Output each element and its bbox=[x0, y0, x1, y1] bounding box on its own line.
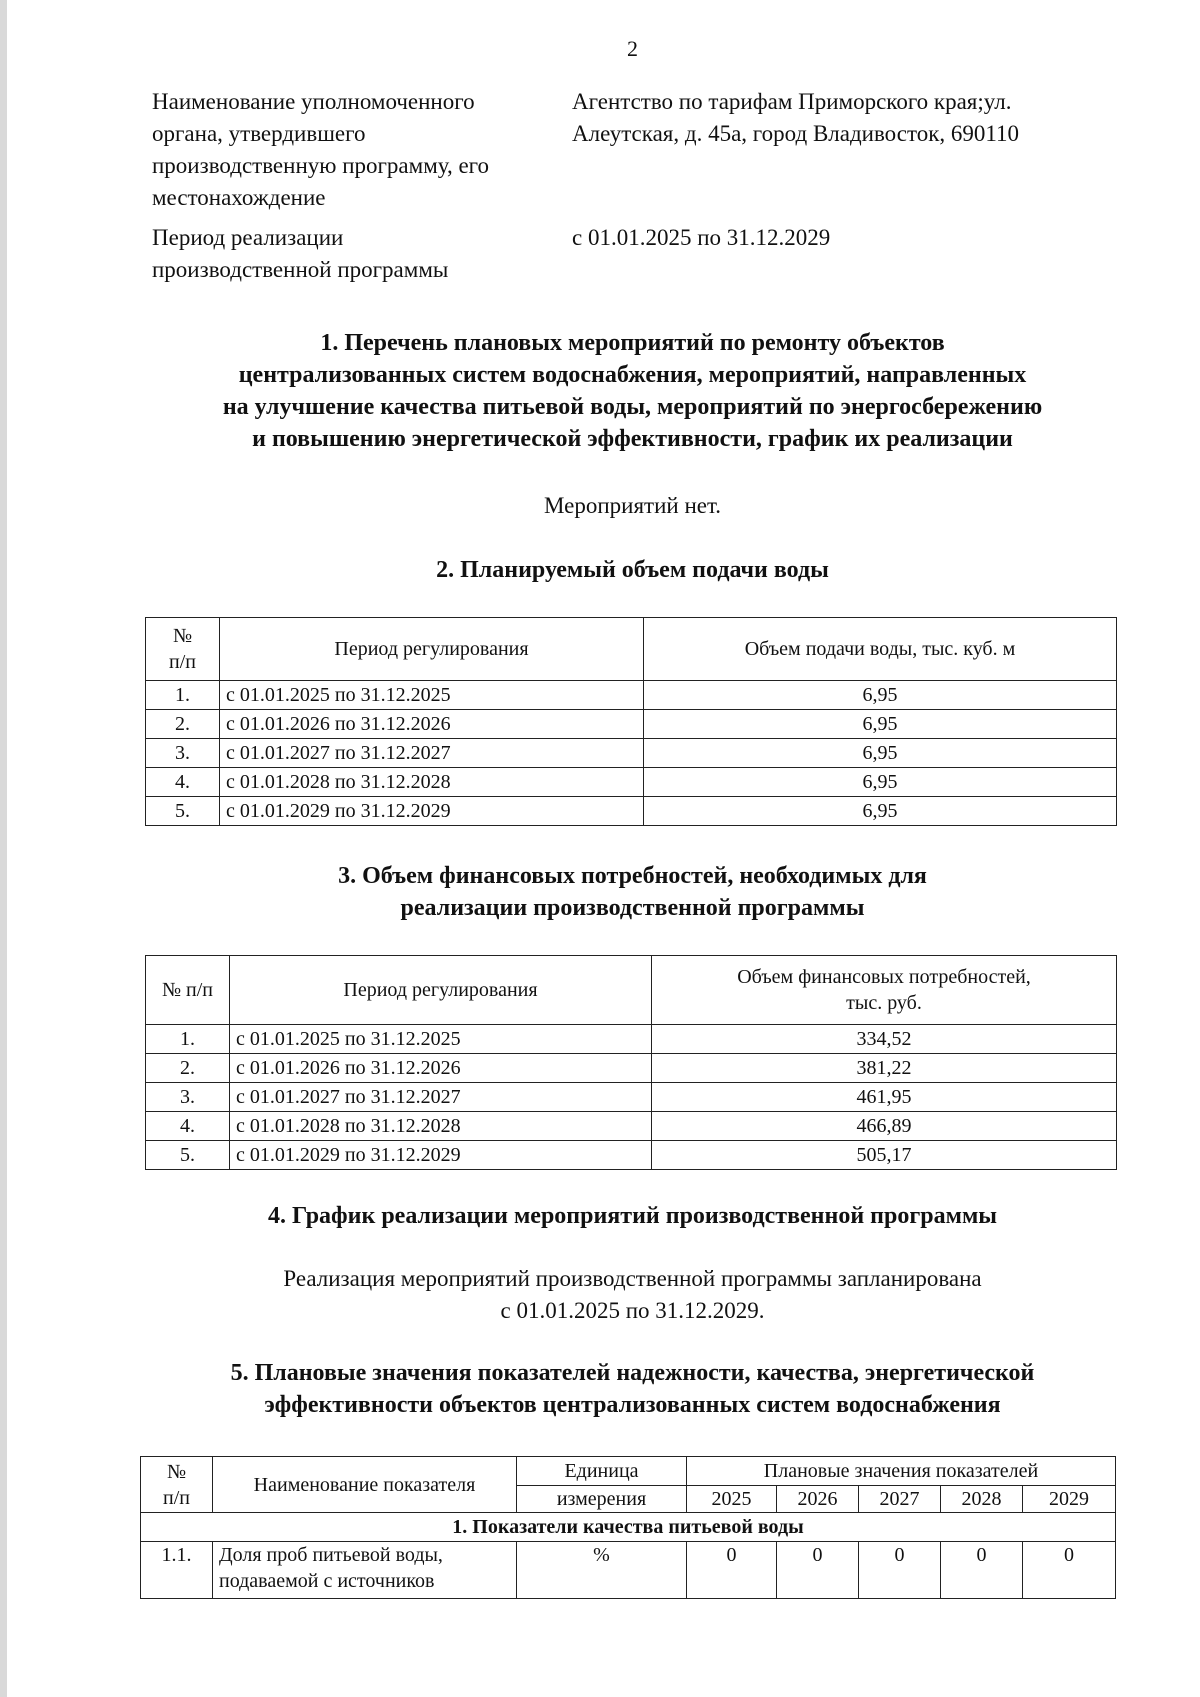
cell-num: 3. bbox=[146, 739, 220, 768]
cell-num: 2. bbox=[146, 1054, 230, 1083]
cell-name-line: Доля проб питьевой воды, bbox=[219, 1544, 443, 1566]
table-row bbox=[141, 1542, 1116, 1599]
info-label-line: производственную программу, его bbox=[152, 153, 490, 178]
cell-value: 0 bbox=[777, 1542, 859, 1599]
table-group-row bbox=[141, 1513, 1116, 1542]
cell-num: 5. bbox=[146, 797, 220, 826]
header-num bbox=[141, 1457, 213, 1513]
info-label-line: местонахождение bbox=[152, 185, 326, 210]
heading-line: централизованных систем водоснабжения, мероприятий, направленных bbox=[238, 362, 1027, 388]
header-text: № bbox=[166, 1460, 187, 1483]
header-volume bbox=[652, 956, 1117, 1025]
cell-unit: % bbox=[517, 1542, 687, 1599]
cell-value: 6,95 bbox=[644, 768, 1117, 797]
cell-value: 461,95 bbox=[652, 1083, 1117, 1112]
info-value-authority bbox=[572, 86, 1112, 150]
info-value-period bbox=[572, 222, 1112, 254]
cell-period: с 01.01.2027 по 31.12.2027 bbox=[220, 739, 644, 768]
cell-num: 3. bbox=[146, 1083, 230, 1112]
heading-line: реализации производственной программы bbox=[400, 895, 865, 921]
cell-value: 6,95 bbox=[644, 681, 1117, 710]
cell-period: с 01.01.2028 по 31.12.2028 bbox=[230, 1112, 652, 1141]
cell-value: 0 bbox=[687, 1542, 777, 1599]
cell-value: 6,95 bbox=[644, 797, 1117, 826]
cell-period: с 01.01.2028 по 31.12.2028 bbox=[220, 768, 644, 797]
cell-period: с 01.01.2025 по 31.12.2025 bbox=[220, 681, 644, 710]
info-value-line: Агентство по тарифам Приморского края;ул. bbox=[572, 89, 1012, 114]
heading-line: и повышению энергетической эффективности, график их реализации bbox=[252, 426, 1013, 452]
cell-value: 6,95 bbox=[644, 739, 1117, 768]
heading-line: эффективности объектов централизованных систем водоснабжения bbox=[264, 1392, 1001, 1418]
financial-needs-table bbox=[145, 955, 1117, 1170]
table-row bbox=[146, 1054, 1117, 1083]
header-text: тыс. руб. bbox=[846, 992, 922, 1014]
table-row bbox=[146, 1083, 1117, 1112]
heading-line: 5. Плановые значения показателей надежности, качества, энергетической bbox=[230, 1360, 1035, 1386]
cell-value: 466,89 bbox=[652, 1112, 1117, 1141]
heading-line: 1. Перечень плановых мероприятий по ремонту объектов bbox=[320, 330, 945, 356]
section-5-title bbox=[130, 1357, 1135, 1421]
text-line: Реализация мероприятий производственной программы запланирована bbox=[283, 1266, 982, 1291]
header-year: 2026 bbox=[777, 1486, 859, 1513]
table-header-row bbox=[146, 956, 1117, 1025]
info-label-period bbox=[152, 222, 552, 286]
header-name: Наименование показателя bbox=[213, 1457, 517, 1513]
table-header-row bbox=[146, 618, 1117, 681]
water-volume-table bbox=[145, 617, 1117, 826]
cell-value: 0 bbox=[1023, 1542, 1116, 1599]
cell-period: с 01.01.2027 по 31.12.2027 bbox=[230, 1083, 652, 1112]
cell-value: 505,17 bbox=[652, 1141, 1117, 1170]
section-1-text: Мероприятий нет. bbox=[543, 493, 722, 518]
table-row bbox=[146, 710, 1117, 739]
cell-period: с 01.01.2026 по 31.12.2026 bbox=[220, 710, 644, 739]
cell-num: 2. bbox=[146, 710, 220, 739]
section-3-title bbox=[130, 860, 1135, 924]
header-num: № п/п bbox=[146, 956, 230, 1025]
info-label-line: органа, утвердившего bbox=[152, 121, 366, 146]
info-label-authority bbox=[152, 86, 552, 214]
heading-line: на улучшение качества питьевой воды, мероприятий по энергосбережению bbox=[222, 394, 1043, 420]
cell-value: 381,22 bbox=[652, 1054, 1117, 1083]
table-row bbox=[146, 768, 1117, 797]
cell-name bbox=[213, 1542, 517, 1599]
cell-value: 6,95 bbox=[644, 710, 1117, 739]
header-volume: Объем подачи воды, тыс. куб. м bbox=[644, 618, 1117, 681]
cell-period: с 01.01.2029 по 31.12.2029 bbox=[230, 1141, 652, 1170]
header-text: Объем финансовых потребностей, bbox=[737, 966, 1031, 988]
cell-num: 4. bbox=[146, 768, 220, 797]
section-1-title bbox=[130, 327, 1135, 455]
text-line: с 01.01.2025 по 31.12.2029. bbox=[500, 1298, 765, 1323]
header-period: Период регулирования bbox=[220, 618, 644, 681]
table-row bbox=[146, 1141, 1117, 1170]
header-text: п/п bbox=[169, 651, 196, 673]
page-number: 2 bbox=[627, 36, 638, 61]
header-period: Период регулирования bbox=[230, 956, 652, 1025]
section-4-text bbox=[130, 1263, 1135, 1327]
cell-num: 1. bbox=[146, 681, 220, 710]
table-row bbox=[146, 739, 1117, 768]
info-value-line: с 01.01.2025 по 31.12.2029 bbox=[572, 225, 831, 250]
cell-period: с 01.01.2026 по 31.12.2026 bbox=[230, 1054, 652, 1083]
section-2-title: 2. Планируемый объем подачи воды bbox=[436, 557, 829, 583]
info-label-line: Период реализации bbox=[152, 225, 344, 250]
table-row bbox=[146, 1112, 1117, 1141]
header-year: 2028 bbox=[941, 1486, 1023, 1513]
cell-period: с 01.01.2025 по 31.12.2025 bbox=[230, 1025, 652, 1054]
table-row bbox=[146, 1025, 1117, 1054]
header-year: 2027 bbox=[859, 1486, 941, 1513]
cell-num: 1. bbox=[146, 1025, 230, 1054]
heading-line: 3. Объем финансовых потребностей, необходимых для bbox=[338, 863, 927, 889]
header-unit-line2: измерения bbox=[517, 1486, 687, 1513]
cell-name-line: подаваемой с источников bbox=[219, 1570, 435, 1592]
cell-num: 4. bbox=[146, 1112, 230, 1141]
info-value-line: Алеутская, д. 45а, город Владивосток, 690110 bbox=[572, 121, 1020, 146]
header-year: 2029 bbox=[1023, 1486, 1116, 1513]
group-title: 1. Показатели качества питьевой воды bbox=[141, 1513, 1116, 1542]
section-4-title: 4. График реализации мероприятий производственной программы bbox=[267, 1203, 998, 1229]
cell-num: 1.1. bbox=[141, 1542, 213, 1599]
table-row bbox=[146, 681, 1117, 710]
cell-value: 334,52 bbox=[652, 1025, 1117, 1054]
info-label-line: производственной программы bbox=[152, 257, 449, 282]
cell-num: 5. bbox=[146, 1141, 230, 1170]
info-label-line: Наименование уполномоченного bbox=[152, 89, 475, 114]
header-text: № bbox=[172, 625, 193, 647]
indicators-table bbox=[140, 1456, 1116, 1599]
cell-value: 0 bbox=[941, 1542, 1023, 1599]
header-unit-line1: Единица bbox=[517, 1457, 687, 1486]
header-text: п/п bbox=[163, 1486, 190, 1509]
cell-value: 0 bbox=[859, 1542, 941, 1599]
header-num bbox=[146, 618, 220, 681]
cell-period: с 01.01.2029 по 31.12.2029 bbox=[220, 797, 644, 826]
header-planned: Плановые значения показателей bbox=[687, 1457, 1116, 1486]
table-row bbox=[146, 797, 1117, 826]
table-header-row bbox=[141, 1457, 1116, 1486]
header-year: 2025 bbox=[687, 1486, 777, 1513]
